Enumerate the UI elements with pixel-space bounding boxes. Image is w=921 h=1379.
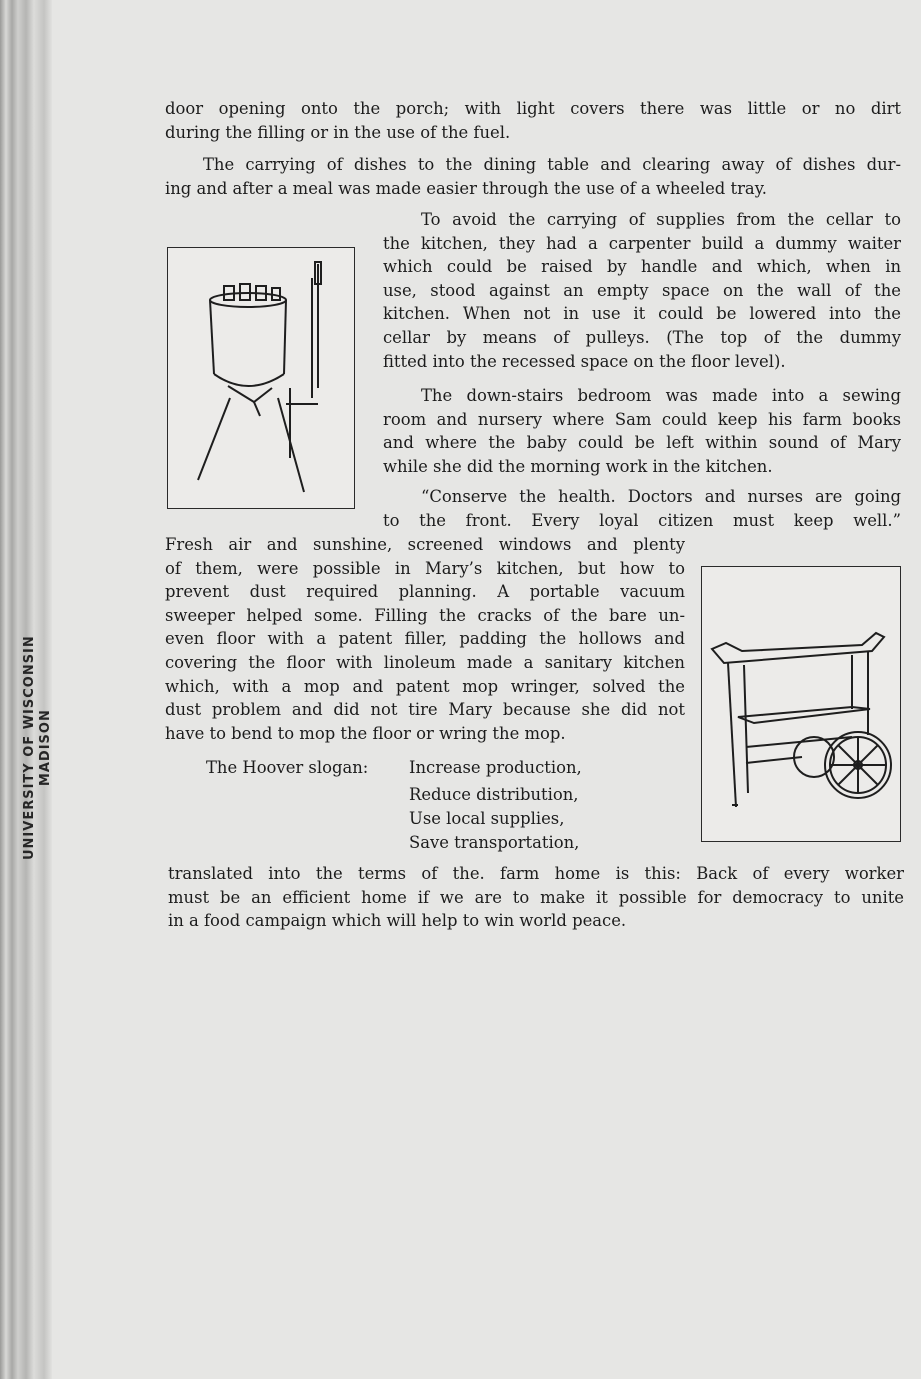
text-line: fitted into the recessed space on the floor level). bbox=[383, 351, 786, 371]
text-line: translated into the terms of the. farm home is this: Back of every worker bbox=[168, 864, 904, 883]
text-line: prevent dust required planning. A portable vacuum bbox=[165, 582, 685, 602]
paragraph-1 bbox=[165, 97, 901, 144]
text-line: use, stood against an empty space on the wall of the bbox=[383, 280, 901, 300]
paragraph-6 bbox=[168, 862, 904, 933]
tray-illustration bbox=[702, 567, 900, 841]
text-line: have to bend to mop the floor or wring the mop. bbox=[165, 723, 566, 743]
figure-fireless-cooker bbox=[167, 247, 355, 509]
text-line: To avoid the carrying of supplies from the cellar to bbox=[421, 210, 901, 229]
paragraph-2 bbox=[165, 153, 901, 200]
library-stamp bbox=[22, 635, 54, 860]
text-line: which could be raised by handle and which, when in bbox=[383, 257, 901, 277]
hoover-slogan-lines bbox=[409, 756, 582, 855]
text-line: ing and after a meal was made easier through the use of a wheeled tray. bbox=[165, 178, 767, 198]
text-line: cellar by means of pulleys. (The top of the dummy bbox=[383, 327, 901, 347]
text-line: “Conserve the health. Doctors and nurses are going bbox=[421, 487, 901, 506]
text-line: covering the floor with linoleum made a sanitary kitchen bbox=[165, 652, 685, 672]
text-line: to the front. Every loyal citizen must keep well.” bbox=[383, 510, 901, 530]
slogan-line: Reduce distribution, bbox=[409, 785, 579, 804]
paragraph-5-top bbox=[383, 485, 901, 532]
text-line: which, with a mop and patent mop wringer, solved the bbox=[165, 676, 685, 696]
text-line: even floor with a patent filler, padding the hollows and bbox=[165, 629, 685, 649]
text-line: kitchen. When not in use it could be lowered into the bbox=[383, 304, 901, 324]
text-line: The down-stairs bedroom was made into a sewing bbox=[421, 386, 901, 405]
text-line: dust problem and did not tire Mary because she did not bbox=[165, 700, 685, 720]
text-line: the kitchen, they had a carpenter build a dummy waiter bbox=[383, 233, 901, 253]
cooker-illustration bbox=[168, 248, 354, 508]
text-line: in a food campaign which will help to win world peace. bbox=[168, 911, 627, 931]
slogan-line: Save transportation, bbox=[409, 833, 580, 852]
paragraph-4 bbox=[383, 384, 901, 478]
text-line: during the filling or in the use of the fuel. bbox=[165, 122, 511, 142]
text-line: sweeper helped some. Filling the cracks of the bare un- bbox=[165, 605, 685, 625]
stamp-line-2: MADISON bbox=[38, 709, 53, 787]
text-line: Fresh air and sunshine, screened windows and plenty bbox=[165, 535, 685, 554]
paragraph-3 bbox=[383, 208, 901, 373]
text-line: door opening onto the porch; with light covers there was little or no dirt bbox=[165, 99, 901, 118]
text-line: The carrying of dishes to the dining table and clearing away of dishes dur- bbox=[203, 155, 901, 174]
text-line: while she did the morning work in the kitchen. bbox=[383, 456, 773, 476]
text-line: of them, were possible in Mary’s kitchen, but how to bbox=[165, 558, 685, 578]
text-line: room and nursery where Sam could keep his farm books bbox=[383, 409, 901, 429]
stamp-line-1: UNIVERSITY OF WISCONSIN bbox=[22, 635, 37, 860]
hoover-slogan-label: The Hoover slogan: bbox=[206, 758, 369, 777]
slogan-line: Use local supplies, bbox=[409, 809, 565, 828]
figure-wheeled-tray bbox=[701, 566, 901, 842]
text-line: and where the baby could be left within sound of Mary bbox=[383, 433, 901, 453]
text-line: must be an efficient home if we are to make it possible for democracy to unite bbox=[168, 887, 904, 907]
paragraph-5-body bbox=[165, 533, 685, 745]
slogan-line: Increase production, bbox=[409, 758, 582, 777]
